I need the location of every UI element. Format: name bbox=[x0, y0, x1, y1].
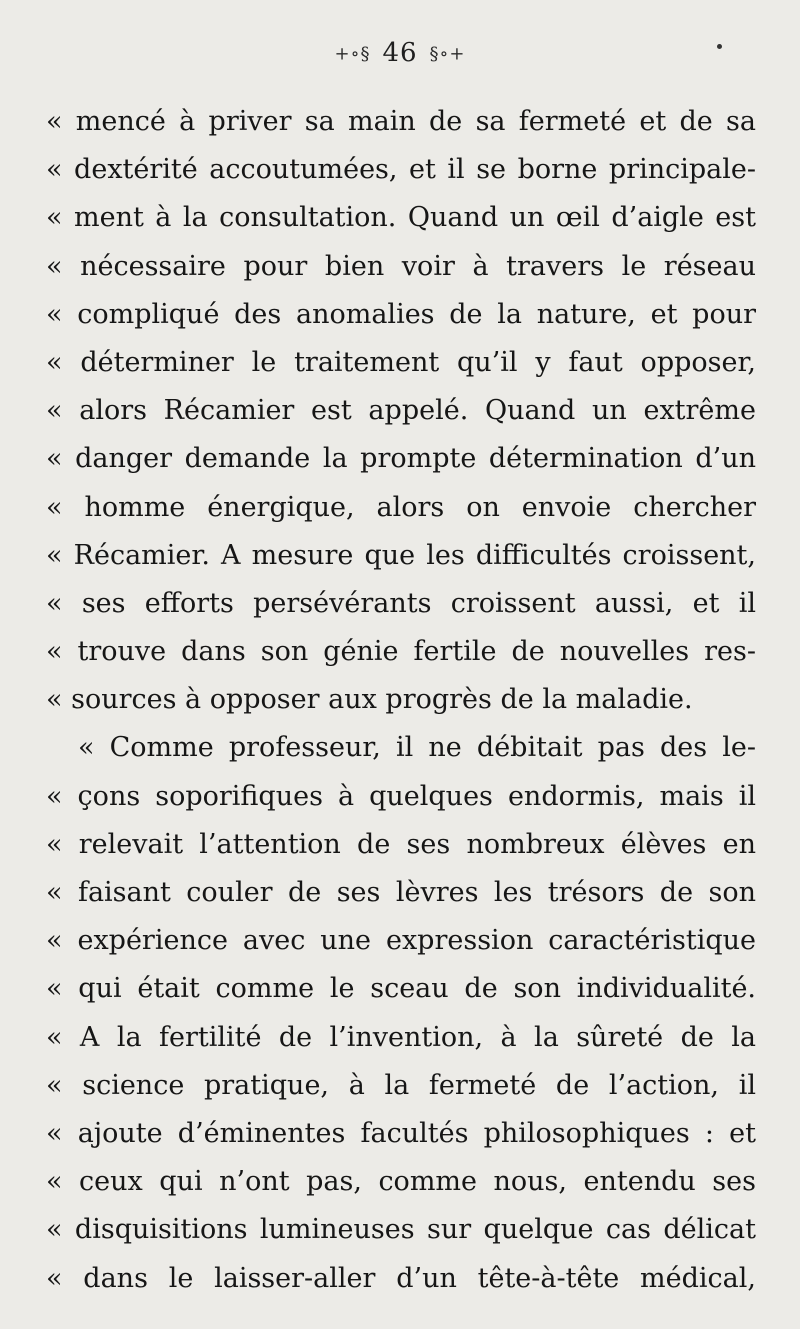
text-line: « trouve dans son génie fertile de nouvelles res- bbox=[46, 636, 756, 668]
page-number: 46 bbox=[382, 38, 418, 68]
text-line: « déterminer le traitement qu’il y faut opposer, bbox=[46, 346, 756, 378]
ornament-left: +∘§ bbox=[334, 43, 371, 65]
text-line: « faisant couler de ses lèvres les trésors de son bbox=[46, 877, 756, 908]
text-line: « A la fertilité de l’invention, à la sûreté de la bbox=[46, 1021, 756, 1053]
text-line: « science pratique, à la fermeté de l’action, il bbox=[46, 1069, 756, 1101]
text-line: « relevait l’attention de ses nombreux élèves en bbox=[46, 828, 756, 860]
text-line: « compliqué des anomalies de la nature, et pour bbox=[46, 298, 756, 330]
text-line: « ceux qui n’ont pas, comme nous, entendu ses bbox=[46, 1166, 756, 1198]
text-line: « nécessaire pour bien voir à travers le réseau bbox=[46, 250, 756, 282]
text-line: « danger demande la prompte détermination d’un bbox=[46, 443, 756, 475]
text-line: « ses efforts persévérants croissent aussi, et il bbox=[46, 587, 756, 619]
text-line: « alors Récamier est appelé. Quand un extrême bbox=[46, 395, 756, 427]
text-line: « mencé à priver sa main de sa fermeté et de sa bbox=[46, 106, 756, 137]
text-line: « disquisitions lumineuses sur quelque cas délicat bbox=[46, 1214, 756, 1246]
text-line: « Récamier. A mesure que les difficultés croissent, bbox=[46, 539, 756, 571]
text-line: « dans le laisser-aller d’un tête-à-tête médical, bbox=[46, 1262, 756, 1294]
text-line: « Comme professeur, il ne débitait pas des le- bbox=[78, 732, 756, 764]
text-line: « çons soporifiques à quelques endormis, mais il bbox=[46, 780, 756, 812]
text-line: « dextérité accoutumées, et il se borne principale- bbox=[46, 154, 756, 186]
text-line: « homme énergique, alors on envoie chercher bbox=[46, 491, 756, 523]
text-line: « expérience avec une expression caractéristique bbox=[46, 925, 756, 957]
text-line: « ment à la consultation. Quand un œil d’aigle est bbox=[46, 202, 756, 234]
page-header bbox=[0, 38, 800, 68]
ink-speck bbox=[717, 44, 722, 49]
text-line: « qui était comme le sceau de son individualité. bbox=[46, 973, 756, 1005]
ornament-right: §∘+ bbox=[429, 43, 466, 65]
text-line: « sources à opposer aux progrès de la maladie. bbox=[46, 684, 693, 716]
text-line: « ajoute d’éminentes facultés philosophiques : et bbox=[46, 1117, 756, 1149]
body-text bbox=[46, 98, 756, 1303]
